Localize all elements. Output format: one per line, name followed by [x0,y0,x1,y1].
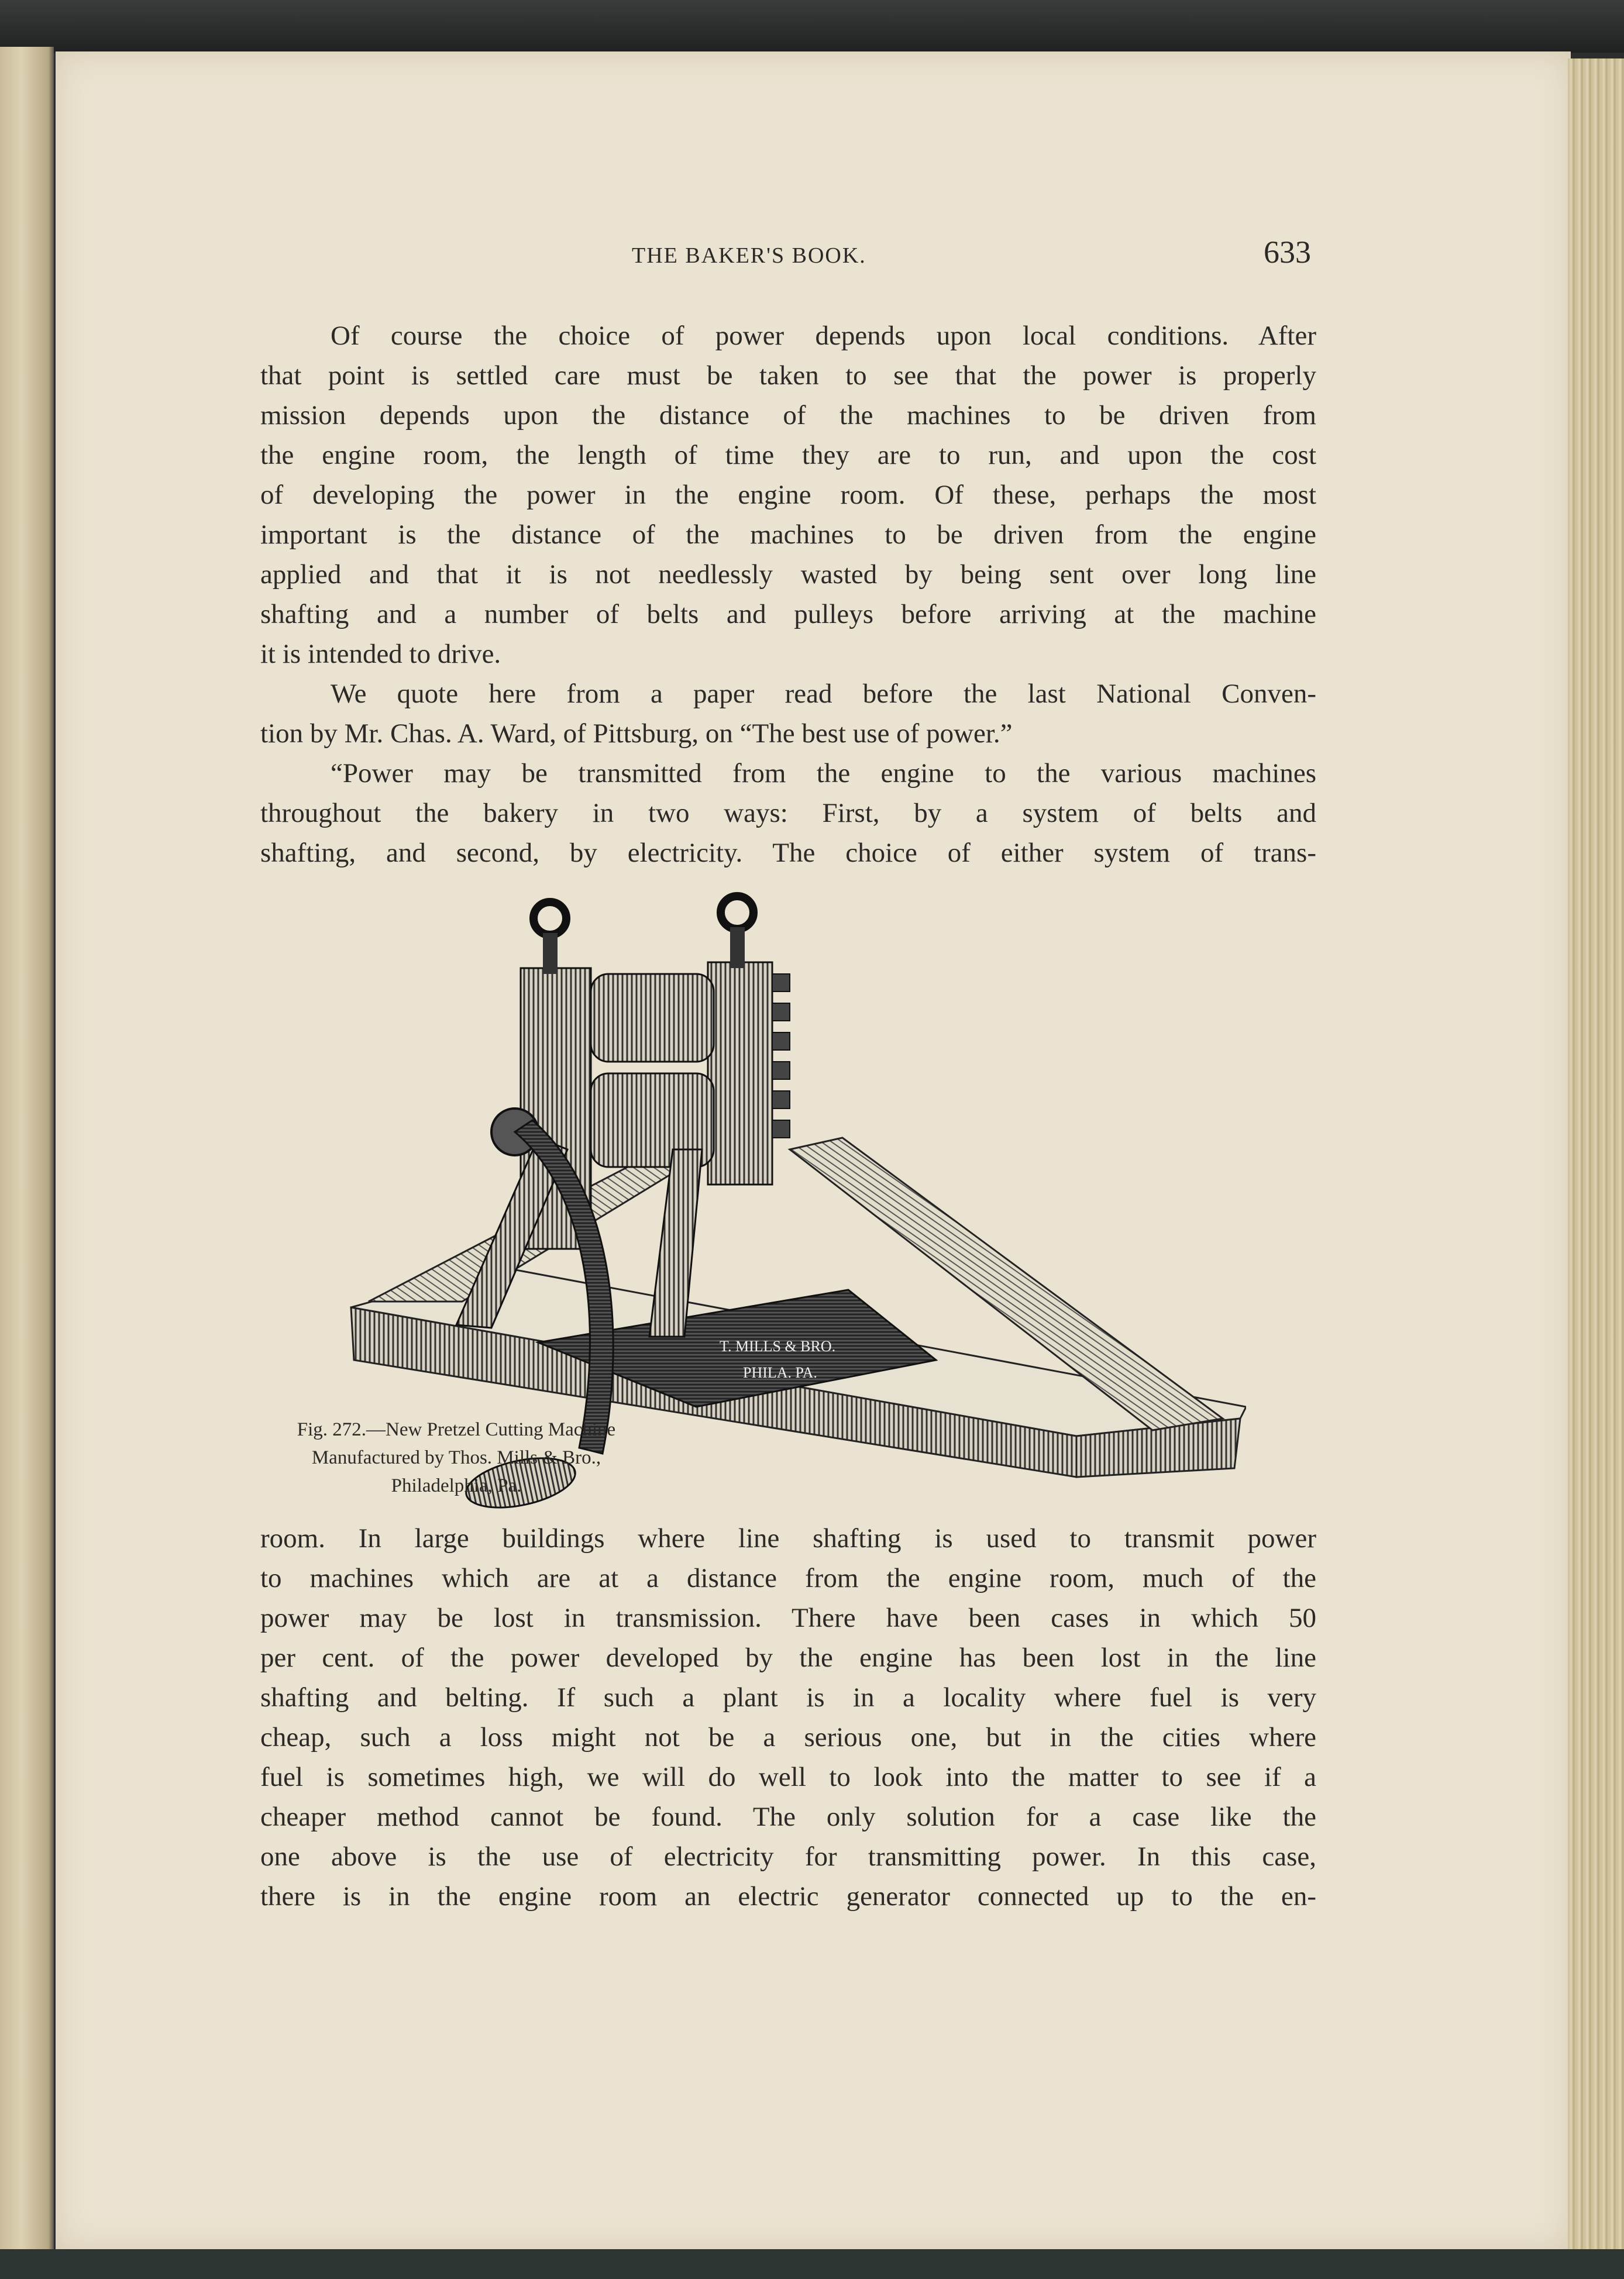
text-line: cheap, such a loss might not be a serious one, but in the cities where [260,1722,1316,1753]
book-cover-bottom [0,2249,1624,2279]
right-eye-bolt [721,896,753,929]
text-block-top [260,316,1316,873]
text-line: it is intended to drive. [260,639,501,669]
text-line: fuel is sometimes high, we will do well to look into the matter to see if a [260,1762,1316,1792]
text-line: shafting and belting. If such a plant is in a locality where fuel is very [260,1682,1316,1713]
caption-title: Fig. 272.—New Pretzel Cutting Machine [297,1419,616,1440]
caption-manufacturer: Manufactured by Thos. Mills & Bro., [311,1447,601,1468]
text-block-bottom [260,1519,1316,1916]
text-line: shafting, and second, by electricity. The choice of either system of trans- [260,838,1316,868]
text-line: important is the distance of the machines to be driven from the engine [260,519,1316,550]
text-line: mission depends upon the distance of the machines to be driven from [260,400,1316,431]
text-line: cheaper method cannot be found. The only solution for a case like the [260,1802,1316,1832]
facing-page-edge [0,47,54,2252]
right-bolt-shank [730,927,745,968]
gear [772,974,790,1138]
text-line: the engine room, the length of time they are to run, and upon the cost [260,440,1316,470]
text-line: room. In large buildings where line shafting is used to transmit power [260,1523,1316,1554]
left-bolt-shank [543,933,558,974]
text-line: We quote here from a paper read before the last National Conven- [331,679,1316,709]
text-line: per cent. of the power developed by the engine has been lost in the line [260,1643,1316,1673]
page-stack-edge [1568,58,1624,2252]
upper-roller [591,974,714,1062]
text-line: one above is the use of electricity for transmitting power. In this case, [260,1841,1316,1872]
text-line: Of course the choice of power depends upon local conditions. After [331,321,1316,351]
text-line: tion by Mr. Chas. A. Ward, of Pittsburg, on “The best use of power.” [260,718,1013,749]
book-cover-top [0,0,1624,53]
page-number: 633 [1264,235,1311,270]
text-line: shafting and a number of belts and pulleys before arriving at the machine [260,599,1316,629]
left-eye-bolt [534,902,566,935]
text-line: of developing the power in the engine room. Of these, perhaps the most [260,480,1316,510]
text-line: power may be lost in transmission. There have been cases in which 50 [260,1603,1316,1633]
figure-caption [257,1416,655,1500]
caption-location: Philadelphia, Pa. [391,1475,522,1496]
engraving-city-text: PHILA. PA. [743,1364,817,1381]
text-line: “Power may be transmitted from the engine to the various machines [331,758,1316,789]
right-frame [708,962,772,1185]
text-line: to machines which are at a distance from the engine room, much of the [260,1563,1316,1593]
running-header: THE BAKER'S BOOK. [632,243,866,268]
text-line: throughout the bakery in two ways: First, by a system of belts and [260,798,1316,828]
engraving-maker-text: T. MILLS & BRO. [720,1338,836,1355]
text-line: applied and that it is not needlessly wasted by being sent over long line [260,559,1316,590]
text-line: that point is settled care must be taken to see that the power is properly [260,360,1316,391]
text-line: there is in the engine room an electric generator connected up to the en- [260,1881,1316,1912]
